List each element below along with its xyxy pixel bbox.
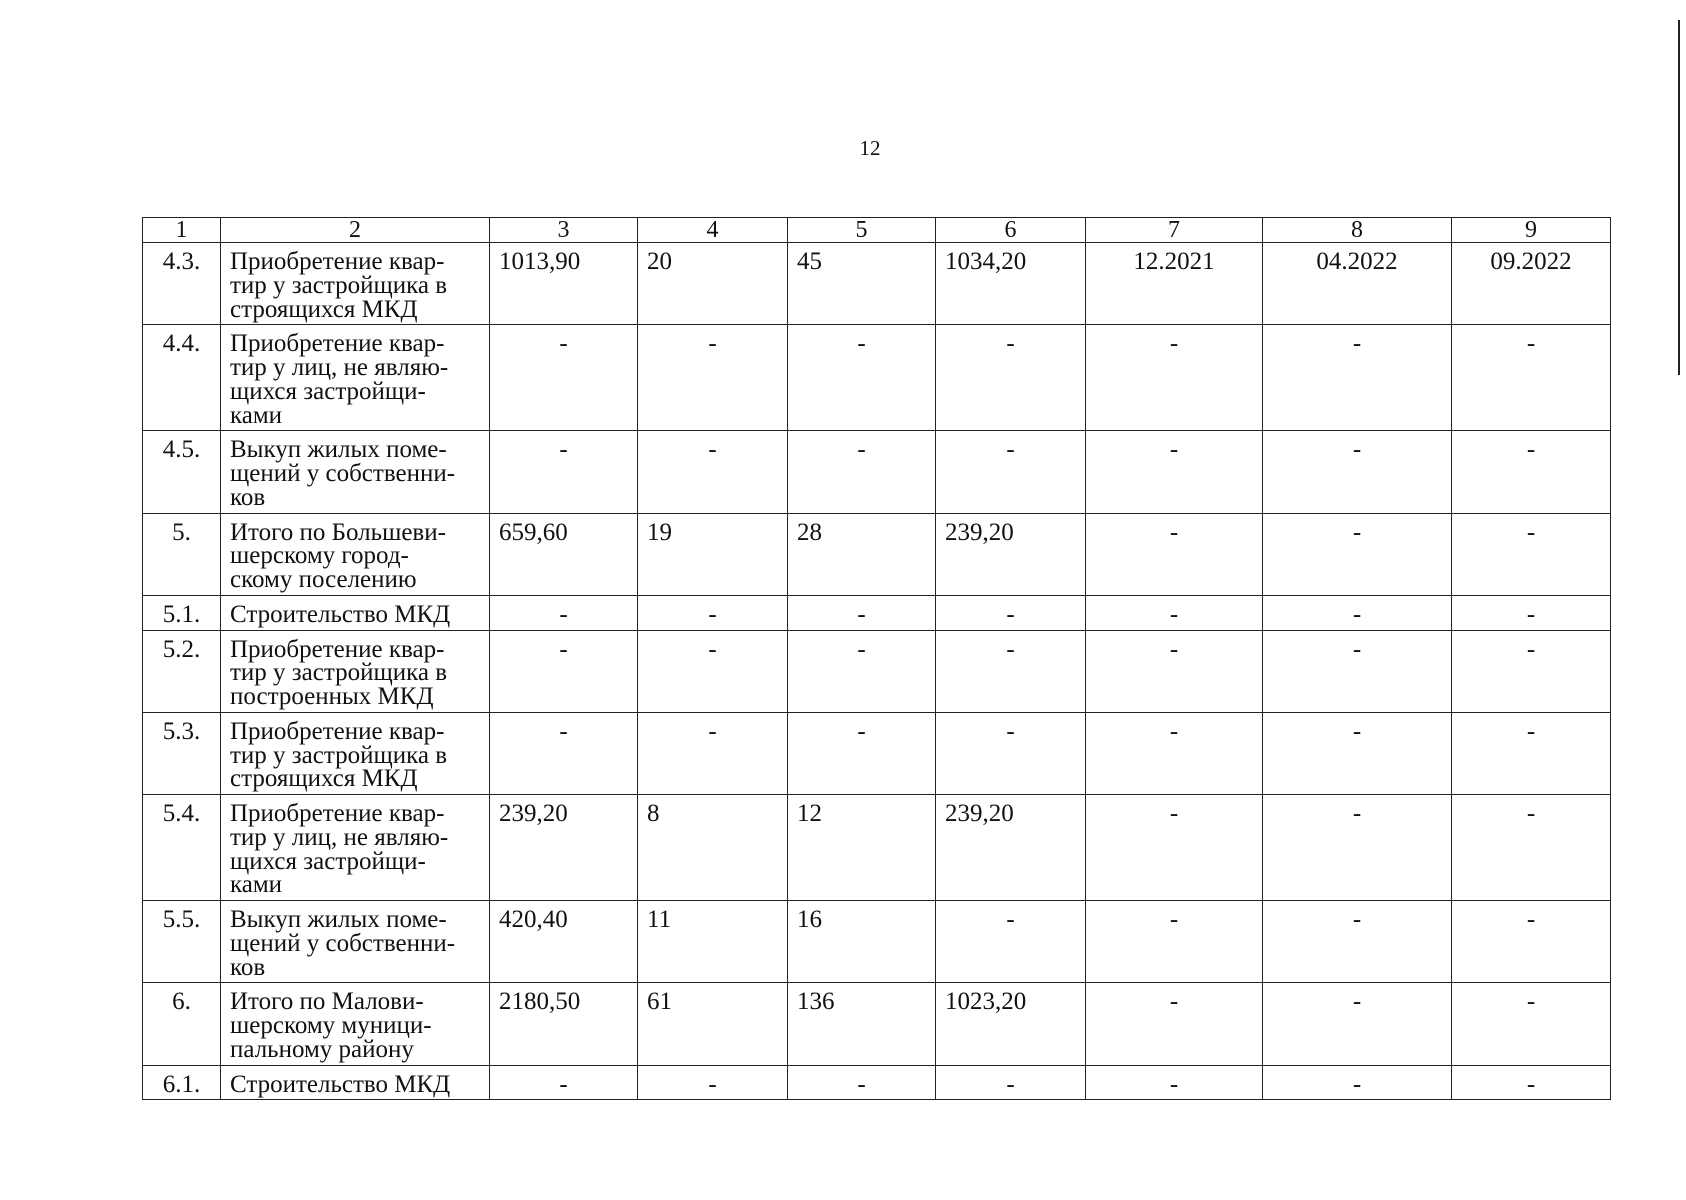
value-cell-col-9: - xyxy=(1452,983,1611,1065)
value-cell-col-4: - xyxy=(638,325,788,431)
column-header: 2 xyxy=(221,218,490,243)
value-cell-col-8: - xyxy=(1263,795,1452,901)
value-cell-col-7: - xyxy=(1086,431,1263,513)
data-table xyxy=(142,217,1611,1100)
value-cell-col-3: - xyxy=(490,1065,638,1100)
value-cell-col-6: 239,20 xyxy=(936,795,1086,901)
value-cell-col-4: 20 xyxy=(638,243,788,325)
value-cell-col-7: - xyxy=(1086,1065,1263,1100)
value-cell-col-3: 420,40 xyxy=(490,901,638,983)
value-cell-col-4: 61 xyxy=(638,983,788,1065)
value-cell-col-4: 11 xyxy=(638,901,788,983)
value-cell-col-7: - xyxy=(1086,325,1263,431)
table-row xyxy=(143,1065,1611,1100)
value-cell-col-8: - xyxy=(1263,595,1452,630)
value-cell-col-7: - xyxy=(1086,513,1263,595)
value-cell-col-7: - xyxy=(1086,901,1263,983)
value-cell-col-8: - xyxy=(1263,513,1452,595)
table-row xyxy=(143,431,1611,513)
value-cell-col-6: 239,20 xyxy=(936,513,1086,595)
value-cell-col-3: - xyxy=(490,712,638,794)
column-header: 6 xyxy=(936,218,1086,243)
value-cell-col-8: - xyxy=(1263,712,1452,794)
value-cell-col-7: - xyxy=(1086,983,1263,1065)
value-cell-col-4: - xyxy=(638,1065,788,1100)
value-cell-col-9: - xyxy=(1452,431,1611,513)
value-cell-col-5: 136 xyxy=(788,983,936,1065)
value-cell-col-6: - xyxy=(936,630,1086,712)
value-cell-col-8: - xyxy=(1263,983,1452,1065)
value-cell-col-9: 09.2022 xyxy=(1452,243,1611,325)
row-number-cell: 6. xyxy=(143,983,221,1065)
table-row xyxy=(143,983,1611,1065)
row-name-cell: Выкуп жилых поме- щений у собственни- ков xyxy=(221,431,490,513)
row-name-cell: Приобретение квар- тир у лиц, не являю- щихся застройщи- ками xyxy=(221,325,490,431)
value-cell-col-3: - xyxy=(490,595,638,630)
value-cell-col-8: 04.2022 xyxy=(1263,243,1452,325)
table-row xyxy=(143,513,1611,595)
value-cell-col-4: - xyxy=(638,595,788,630)
scan-edge-line xyxy=(1678,20,1680,375)
column-header: 8 xyxy=(1263,218,1452,243)
row-number-cell: 6.1. xyxy=(143,1065,221,1100)
value-cell-col-5: - xyxy=(788,630,936,712)
row-number-cell: 4.5. xyxy=(143,431,221,513)
value-cell-col-4: 8 xyxy=(638,795,788,901)
value-cell-col-3: - xyxy=(490,325,638,431)
row-name-cell: Строительство МКД xyxy=(221,595,490,630)
table-row xyxy=(143,630,1611,712)
row-name-cell: Итого по Большеви- шерскому город- скому поселению xyxy=(221,513,490,595)
column-header: 1 xyxy=(143,218,221,243)
value-cell-col-3: 2180,50 xyxy=(490,983,638,1065)
value-cell-col-3: - xyxy=(490,431,638,513)
value-cell-col-5: 16 xyxy=(788,901,936,983)
value-cell-col-5: - xyxy=(788,1065,936,1100)
value-cell-col-3: 1013,90 xyxy=(490,243,638,325)
row-name-cell: Приобретение квар- тир у застройщика в строящихся МКД xyxy=(221,243,490,325)
value-cell-col-5: - xyxy=(788,325,936,431)
column-header: 4 xyxy=(638,218,788,243)
column-header: 5 xyxy=(788,218,936,243)
column-header: 9 xyxy=(1452,218,1611,243)
value-cell-col-7: - xyxy=(1086,795,1263,901)
value-cell-col-3: 239,20 xyxy=(490,795,638,901)
row-number-cell: 5.3. xyxy=(143,712,221,794)
value-cell-col-5: 28 xyxy=(788,513,936,595)
row-number-cell: 4.3. xyxy=(143,243,221,325)
row-number-cell: 4.4. xyxy=(143,325,221,431)
row-name-cell: Итого по Малови- шерскому муници- пальному району xyxy=(221,983,490,1065)
row-name-cell: Выкуп жилых поме- щений у собственни- ков xyxy=(221,901,490,983)
value-cell-col-9: - xyxy=(1452,325,1611,431)
value-cell-col-7: - xyxy=(1086,630,1263,712)
value-cell-col-6: - xyxy=(936,595,1086,630)
value-cell-col-7: - xyxy=(1086,595,1263,630)
column-header: 7 xyxy=(1086,218,1263,243)
value-cell-col-4: 19 xyxy=(638,513,788,595)
value-cell-col-6: - xyxy=(936,431,1086,513)
value-cell-col-8: - xyxy=(1263,431,1452,513)
table-row xyxy=(143,595,1611,630)
table-row xyxy=(143,712,1611,794)
table-row xyxy=(143,243,1611,325)
value-cell-col-6: - xyxy=(936,901,1086,983)
value-cell-col-9: - xyxy=(1452,712,1611,794)
column-number-row xyxy=(143,218,1611,243)
row-number-cell: 5.5. xyxy=(143,901,221,983)
table-row xyxy=(143,901,1611,983)
value-cell-col-8: - xyxy=(1263,901,1452,983)
page-number: 12 xyxy=(859,136,881,160)
value-cell-col-7: - xyxy=(1086,712,1263,794)
value-cell-col-9: - xyxy=(1452,595,1611,630)
value-cell-col-8: - xyxy=(1263,630,1452,712)
value-cell-col-5: - xyxy=(788,431,936,513)
value-cell-col-5: 12 xyxy=(788,795,936,901)
value-cell-col-6: 1034,20 xyxy=(936,243,1086,325)
row-number-cell: 5.4. xyxy=(143,795,221,901)
value-cell-col-6: 1023,20 xyxy=(936,983,1086,1065)
value-cell-col-3: 659,60 xyxy=(490,513,638,595)
row-number-cell: 5.2. xyxy=(143,630,221,712)
value-cell-col-6: - xyxy=(936,325,1086,431)
value-cell-col-8: - xyxy=(1263,325,1452,431)
value-cell-col-8: - xyxy=(1263,1065,1452,1100)
column-header: 3 xyxy=(490,218,638,243)
value-cell-col-4: - xyxy=(638,712,788,794)
value-cell-col-5: - xyxy=(788,595,936,630)
table-row xyxy=(143,795,1611,901)
value-cell-col-9: - xyxy=(1452,1065,1611,1100)
value-cell-col-9: - xyxy=(1452,513,1611,595)
row-name-cell: Приобретение квар- тир у лиц, не являю- щихся застройщи- ками xyxy=(221,795,490,901)
row-number-cell: 5. xyxy=(143,513,221,595)
table-row xyxy=(143,325,1611,431)
row-name-cell: Приобретение квар- тир у застройщика в строящихся МКД xyxy=(221,712,490,794)
value-cell-col-4: - xyxy=(638,431,788,513)
table-body xyxy=(143,218,1611,1100)
row-name-cell: Приобретение квар- тир у застройщика в построенных МКД xyxy=(221,630,490,712)
value-cell-col-9: - xyxy=(1452,795,1611,901)
value-cell-col-3: - xyxy=(490,630,638,712)
row-name-cell: Строительство МКД xyxy=(221,1065,490,1100)
value-cell-col-4: - xyxy=(638,630,788,712)
value-cell-col-9: - xyxy=(1452,630,1611,712)
value-cell-col-6: - xyxy=(936,712,1086,794)
value-cell-col-6: - xyxy=(936,1065,1086,1100)
value-cell-col-9: - xyxy=(1452,901,1611,983)
row-number-cell: 5.1. xyxy=(143,595,221,630)
value-cell-col-5: - xyxy=(788,712,936,794)
value-cell-col-7: 12.2021 xyxy=(1086,243,1263,325)
value-cell-col-5: 45 xyxy=(788,243,936,325)
